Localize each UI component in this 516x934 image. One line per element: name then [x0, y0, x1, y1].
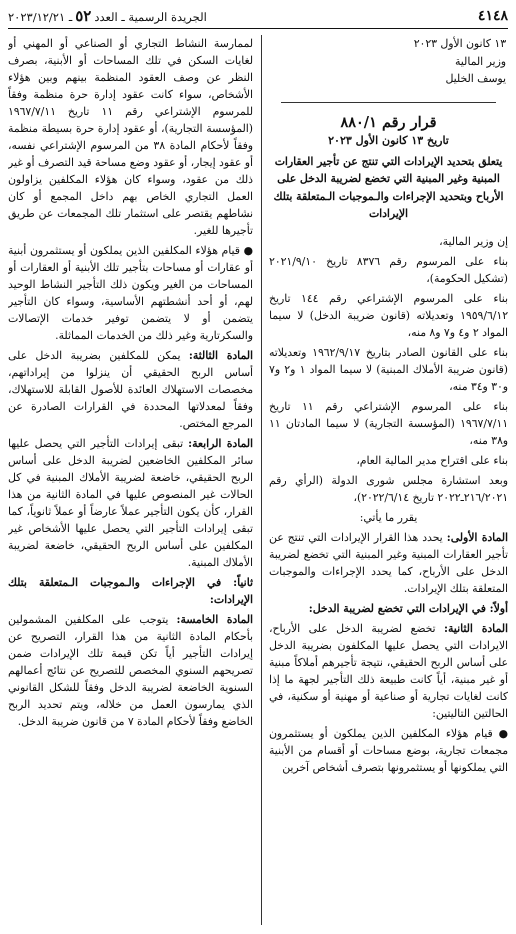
section-heading-2: ثانياً: في الإجراءات والـموجبات الـمتعلقة بتلك الإيرادات: — [8, 576, 253, 606]
signature-date: ١٣ كانون الأول ٢٠٢٣ — [413, 37, 506, 50]
article-2 — [269, 620, 508, 722]
bullet-1-continued: لممارسة النشاط التجاري أو الصناعي أو المهني أو لغايات السكن في تلك المساحات أو الأبنية، بصرف النظر عن وصف العقود المنظمة بينهم وبين هؤلاء الأشخاص، سواء كانت عقود إدارة حرة منظمة وفقاً للمرسوم الإشتراعي رقم ١١ تاريخ ١٩٦٧/٧/١١ (المؤسسة التجارية)، أو عقود إدارة حرة بسيطة منظمة وفقاً لأحكام المادة ٣٨ من المرسوم الإشتراعي نفسه، أو عقود إيجار، أو عقود وضع مساحة قيد التصرف أو غير ذلك من عقود، وسواء كان هؤلاء المكلفين يزاولون العمل التجاري الخاص بهم داخل المجمع أو كان نشاطهم يقتصر على استثمار تلك المجمعات عن طريق تأجيرها للغير. — [8, 37, 253, 237]
article-1-label: المادة الأولى: — [446, 530, 508, 544]
article-3-label: المادة الثالثة: — [188, 349, 253, 362]
preamble-line: بناء على المرسوم الإشتراعي رقم ١١ تاريخ ١٩٦٧/٧/١١ (المؤسسة التجارية) لا سيما المادتان ١١ و٣٨ منه، — [269, 399, 508, 447]
preamble-line: بناء على المرسوم رقم ٨٣٧٦ تاريخ ٢٠٢١/٩/١٠ (تشكيل الحكومة)، — [269, 254, 508, 285]
page-number: ٤١٤٨ — [477, 8, 508, 24]
decision-subject: يتعلق بتحديد الإيرادات التي تنتج عن تأجير العقارات المبنية وغير المبنية التي تخضع لضريبة الدخل على الأرباح وبتحديد الإجراءات والـموجبات الـمتعلقة بتلك الإيرادات — [273, 154, 504, 220]
section-divider — [281, 102, 496, 103]
decides-line: يقرر ما يأتي: — [359, 510, 418, 524]
page-header — [8, 6, 508, 29]
section-heading-1: أولاً: في الإيرادات التي تخضع لضريبة الدخل: — [308, 601, 508, 615]
preamble-line: بناء على المرسوم الإشتراعي رقم ١٤٤ تاريخ ١٩٥٩/٦/١٢ وتعديلاته (قانون ضريبة الدخل) لا سيما المواد ٢ و٤ و٧ و٨ منه، — [269, 291, 508, 339]
article-5 — [8, 611, 253, 730]
left-column — [8, 35, 261, 925]
preamble-line: بناء على القانون الصادر بتاريخ ١٩٦٢/٩/١٧ وتعديلاته (قانون ضريبة الأملاك المبنية) لا سيما المواد ١ و٢ و٧ و٣٠ و٣٤ منه، — [269, 345, 508, 393]
article-5-label: المادة الخامسة: — [176, 613, 253, 626]
preamble-line: وبعد استشارة مجلس شورى الدولة (الرأي رقم ٢١٦/٢٠٢١ـ٢٠٢٢ تاريخ ٢٠٢٢/٦/١٤)، — [269, 473, 508, 504]
preamble-line: بناء على اقتراح مدير المالية العام، — [356, 453, 508, 467]
page-body — [8, 35, 508, 925]
article-4-text: تبقى إيرادات التأجير التي يحصل عليها سائر المكلفين الخاضعين لضريبة الدخل على أساس الربح الحقيقي، خاضعة لضريبة الأملاك المبنية في كل الحالات غير المنصوص عليها في المادة الثانية من هذا القرار، كأن يكون التأجير عملاً عارضاً أو عملاً ثانوياً، كما تبقى إيرادات التأجير التي يحصل عليها الأشخاص غير المكلفين على أساس الربح الحقيقي، خاضعة لضريبة الأملاك المبنية. — [8, 437, 253, 569]
gazette-prefix: الجريدة الرسمية ـ العدد — [94, 10, 207, 24]
article-3-text: يمكن للمكلفين بضريبة الدخل على أساس الربح الحقيقي أن ينزلوا من إيراداتهم، مخصصات الاستهلاك العائدة للأصول القابلة للاستهلاك، وفقاً لمعدلاتها المحددة في القرارات الصادرة عن المرجع المختص. — [8, 349, 253, 430]
signature-name: يوسف الخليل — [445, 72, 506, 85]
article-2-text: تخضع لضريبة الدخل على الأرباح، الايرادات التي يحصل عليها المكلفون بضريبة الدخل على أساس الربح الحقيقي، نتيجة تأجيرهم أملاكاً مبنية أو غير مبنية، أياً كانت طبيعة ذلك التأجير لجهة ما إذا كانت لغايات تجارية أو صناعية أو مهنية أو سكنية، في الحالتين التاليتين: — [269, 621, 508, 720]
article-1 — [269, 529, 508, 597]
signature-role: وزير المالية — [455, 54, 506, 68]
bullet-2: ● قيام هؤلاء المكلفين الذين يملكون أو يستثمرون أبنية أو عقارات أو مساحات بتأجير تلك الأبنية أو العقارات أو المساحات من الغير ويكون ذلك التأجير النشاط الوحيد لهم، أو أحد أنشطتهم الأساسية، وسواء كان التأجير يتضمن أو لا يتضمن توفير خدمات الإتصالات والسكرتارية وغير ذلك من الخدمات المماثلة. — [8, 244, 253, 342]
article-1-text: يحدد هذا القرار الإيرادات التي تنتج عن تأجير العقارات المبنية وغير المبنية التي تخضع لضريبة الدخل على الأرباح، كما يحدد الإجراءات والموجبات المتعلقة بتلك الإيرادات. — [269, 530, 508, 595]
article-4 — [8, 435, 253, 571]
article-2-label: المادة الثانية: — [444, 621, 508, 635]
article-3 — [8, 347, 253, 432]
bullet-1: ● قيام هؤلاء المكلفين الذين يملكون أو يستثمرون مجمعات تجارية، بوضع مساحات أو أقسام من الأبنية التي يملكونها أو يستثمرونها بتصرف أشخاص آخرين — [269, 726, 508, 774]
decision-date: تاريخ ١٣ كانون الأول ٢٠٢٣ — [328, 133, 449, 147]
right-column — [261, 35, 508, 925]
preamble-line: إن وزير المالية، — [439, 234, 508, 248]
gazette-title — [8, 7, 207, 25]
issue-date: ـ ٢٠٢٣/١٢/٢١ — [8, 10, 73, 24]
issue-number: ٥٢ — [75, 7, 92, 25]
article-5-text: يتوجب على المكلفين المشمولين بأحكام المادة الثانية من هذا القرار، التصريح عن إيرادات التأجير أياً تكن قيمة تلك الإيرادات ضمن تصريحهم السنوي المخصص للتصريح عن نتائج أعمالهم السنوية الخاضعة لضريبة الدخل وفقاً للشكل القانوني الذي يمارسون العمل من خلاله، ويتم تحديد الربح الخاضع وفقاً لأحكام المادة ٧ من قانون ضريبة الدخل. — [8, 613, 253, 728]
article-4-label: المادة الرابعة: — [188, 437, 254, 450]
decision-title: قرار رقم ٨٨٠/١ — [340, 113, 437, 131]
